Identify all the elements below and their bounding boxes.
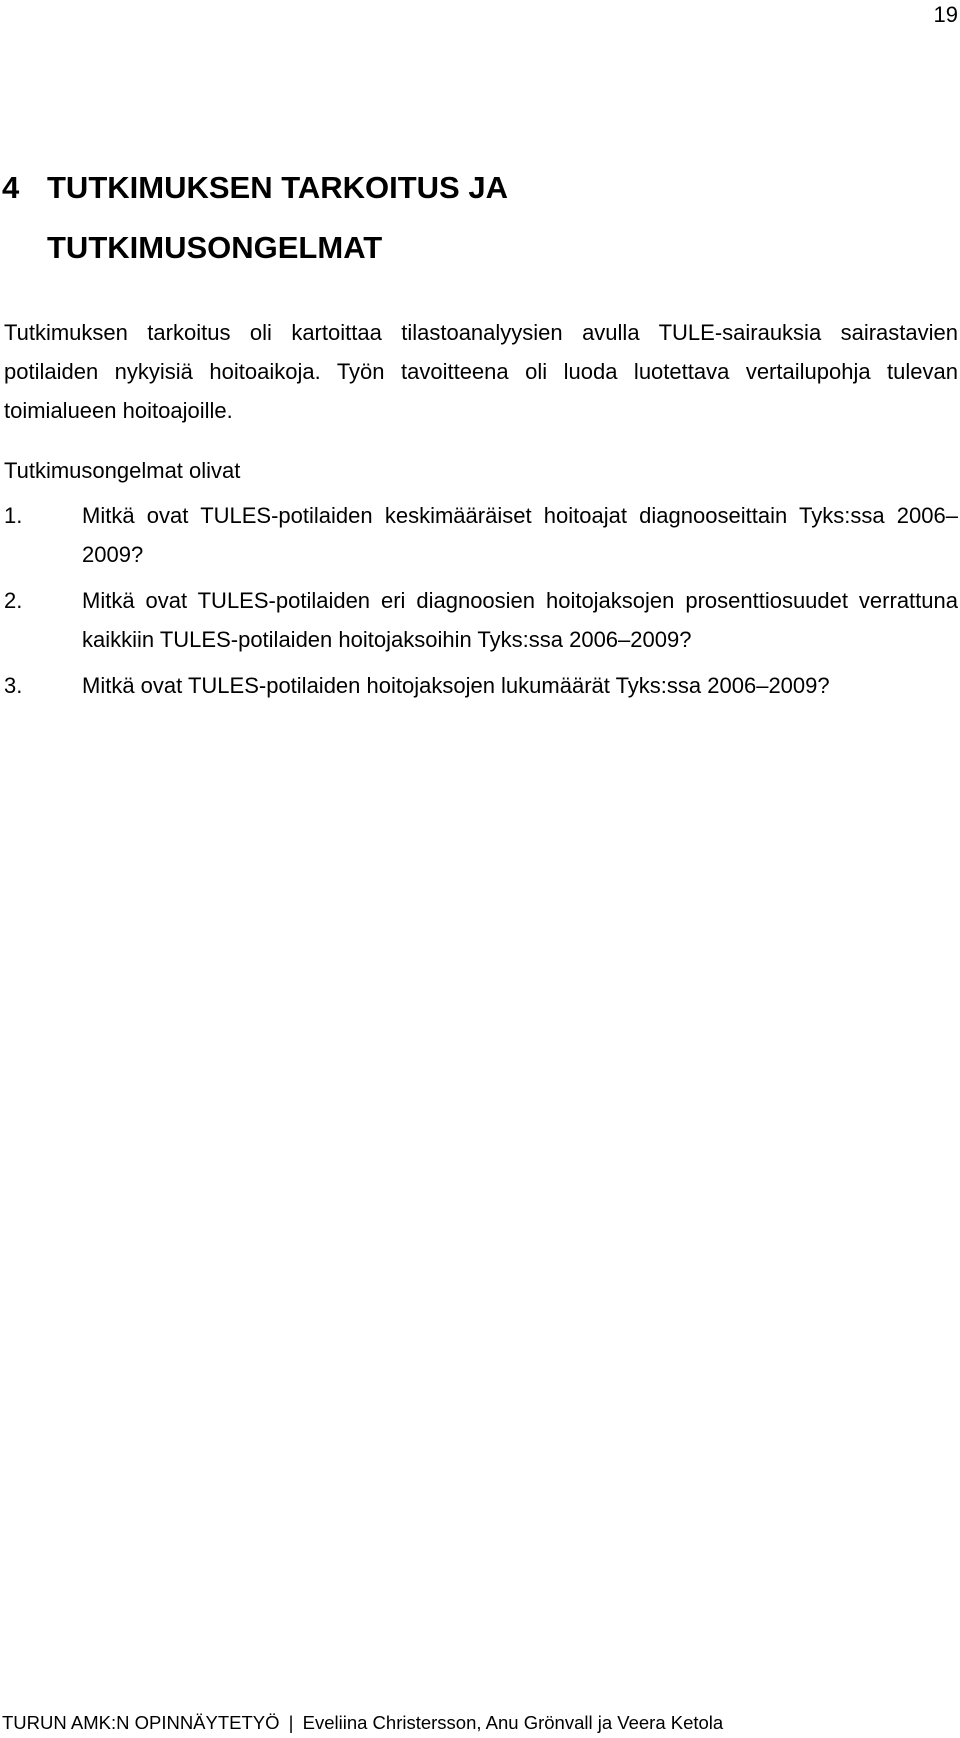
page-footer xyxy=(2,1710,723,1736)
question-text: Mitkä ovat TULES-potilaiden keskimääräiset hoitoajat diagnooseittain Tyks:ssa 2006–2009? xyxy=(82,503,958,567)
chapter-title-line-1: TUTKIMUKSEN TARKOITUS JA xyxy=(47,170,508,205)
research-questions-list xyxy=(0,497,958,714)
question-text: Mitkä ovat TULES-potilaiden eri diagnoosien hoitojaksojen prosenttiosuudet verrattuna kaikkiin TULES-potilaiden hoitojaksoihin Tyks:ssa 2006–2009? xyxy=(82,588,958,652)
research-questions-lead: Tutkimusongelmat olivat xyxy=(4,458,241,483)
intro-paragraph xyxy=(4,313,958,430)
intro-sentence-1: Tutkimuksen tarkoitus oli kartoittaa tilastoanalyysien avulla TULE-sairauksia sairastavien potilaiden nykyisiä hoitoaikoja. xyxy=(4,320,958,384)
intro-sentence-2: Työn tavoitteena oli luoda luotettava vertailupohja tulevan toimialueen hoitoajoille. xyxy=(4,359,958,423)
footer-publication: TURUN AMK:N OPINNÄYTETYÖ xyxy=(2,1712,280,1733)
research-question-2 xyxy=(0,582,958,659)
page-number: 19 xyxy=(933,2,958,27)
footer-separator: | xyxy=(288,1712,294,1733)
chapter-title-line-2: TUTKIMUSONGELMAT xyxy=(47,230,383,265)
footer-authors: Eveliina Christersson, Anu Grönvall ja Veera Ketola xyxy=(302,1712,724,1733)
question-number: 1. xyxy=(4,503,23,528)
chapter-number: 4 xyxy=(2,170,20,205)
question-number: 2. xyxy=(4,588,23,613)
question-text: Mitkä ovat TULES-potilaiden hoitojaksojen lukumäärät Tyks:ssa 2006–2009? xyxy=(82,673,830,698)
research-question-1 xyxy=(0,497,958,574)
research-question-3 xyxy=(0,667,958,706)
question-number: 3. xyxy=(4,673,23,698)
